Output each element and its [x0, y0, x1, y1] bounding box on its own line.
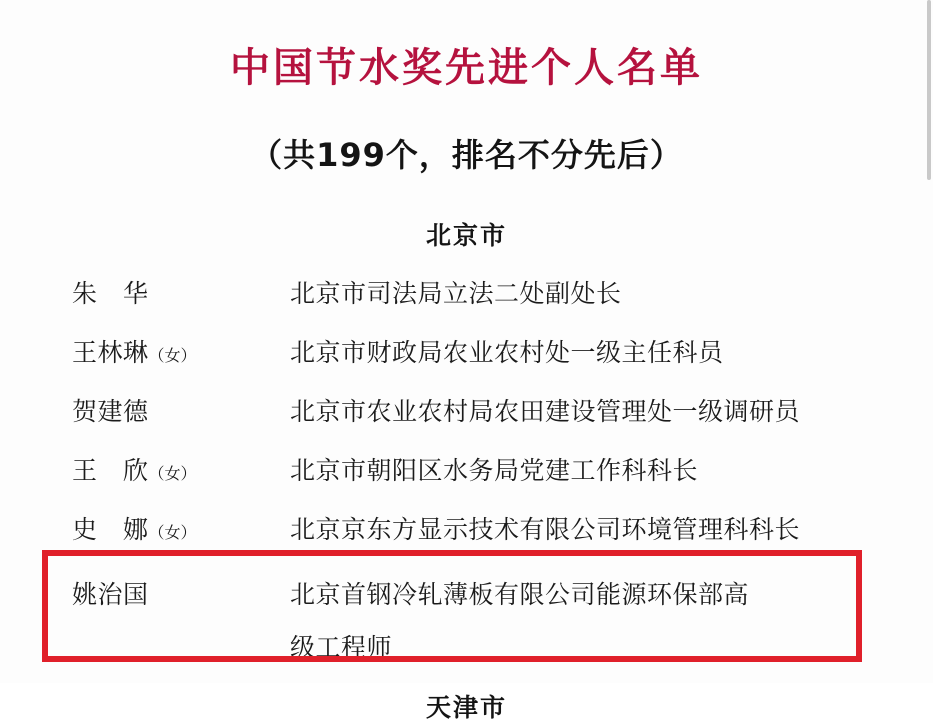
list-item: [72, 384, 875, 443]
list-item-highlighted: [72, 561, 875, 674]
scrollbar[interactable]: [927, 0, 931, 180]
entry-list: [0, 266, 933, 674]
person-post-line1: 北京市农业农村局农田建设管理处一级调研员: [290, 397, 801, 426]
person-name-text: 朱 华: [72, 279, 149, 308]
person-name: [72, 568, 290, 624]
person-name: [72, 266, 290, 325]
person-post-line2: 级工程师: [290, 633, 393, 662]
person-name-text: 王林琳: [72, 338, 149, 367]
person-name: [72, 443, 290, 502]
person-post: [290, 568, 875, 674]
list-item: [72, 325, 875, 384]
person-name: [72, 325, 290, 384]
region-heading-beijing: 北京市: [425, 221, 507, 250]
person-name-text: 姚治国: [72, 580, 149, 609]
list-item: [72, 502, 875, 561]
page-title: 中国节水奖先进个人名单: [230, 45, 703, 91]
person-name-text: 贺建德: [72, 397, 149, 426]
list-item: [72, 443, 875, 502]
person-post-line1: 北京首钢冷轧薄板有限公司能源环保部高: [290, 580, 750, 609]
person-post: [290, 443, 875, 499]
person-post: [290, 325, 875, 381]
person-gender: （女）: [148, 523, 197, 542]
person-post: [290, 266, 875, 322]
list-item: [72, 266, 875, 325]
person-name-text: 史 娜: [72, 515, 149, 544]
page-subtitle: （共199个，排名不分先后）: [250, 136, 683, 174]
person-post: [290, 384, 875, 440]
person-post: [290, 502, 875, 558]
person-post-line1: 北京京东方显示技术有限公司环境管理科科长: [290, 515, 801, 544]
person-name-text: 王 欣: [72, 456, 149, 485]
person-name: [72, 384, 290, 443]
person-post-line1: 北京市财政局农业农村处一级主任科员: [290, 338, 724, 367]
person-post-line1: 北京市司法局立法二处副处长: [290, 279, 622, 308]
region-heading-next: 天津市: [425, 693, 507, 722]
person-gender: （女）: [148, 464, 197, 483]
person-name: [72, 502, 290, 561]
person-gender: （女）: [148, 346, 197, 365]
person-post-line1: 北京市朝阳区水务局党建工作科科长: [290, 456, 699, 485]
